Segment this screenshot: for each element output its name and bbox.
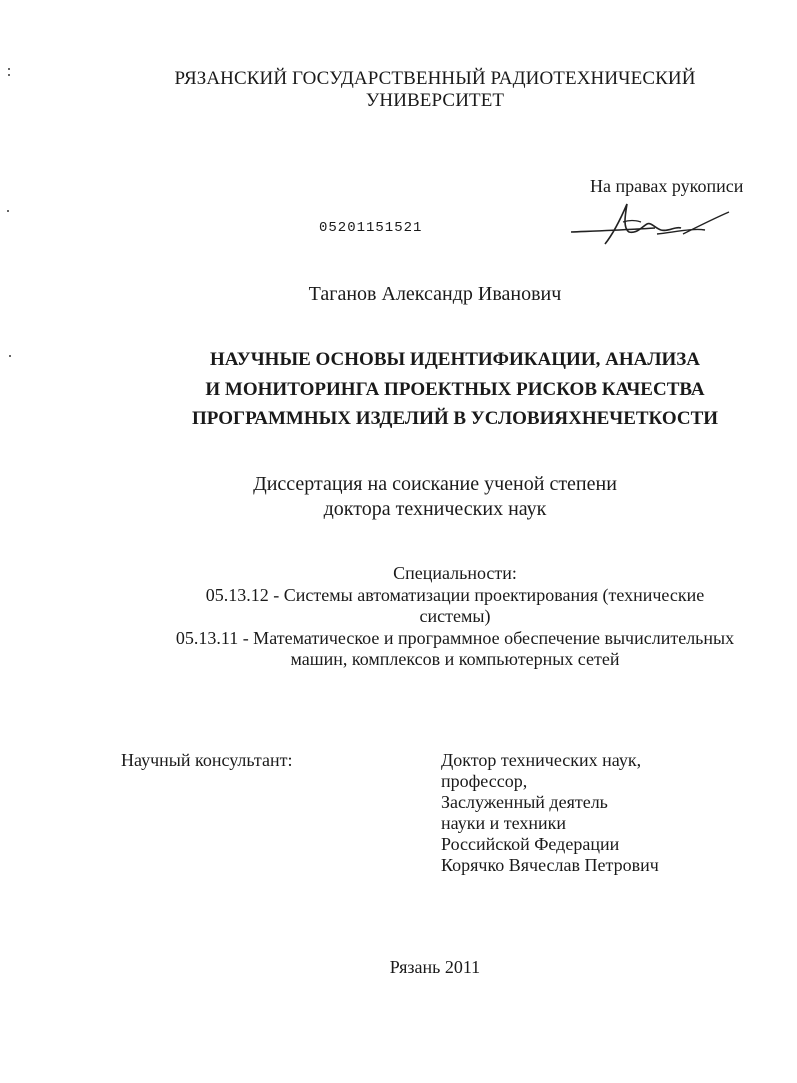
city-year: Рязань 2011 xyxy=(389,957,481,977)
specialty-2-line-2: машин, комплексов и компьютерных сетей xyxy=(290,649,620,669)
scan-mark xyxy=(8,74,10,76)
consultant-line: профессор, xyxy=(441,771,528,791)
university-header xyxy=(0,68,797,112)
consultant-line: науки и техники xyxy=(441,813,566,833)
scan-mark xyxy=(9,355,11,357)
specialty-2-line-1: 05.13.11 - Математическое и программное обеспечение вычислительных xyxy=(175,627,735,648)
title-line-1: НАУЧНЫЕ ОСНОВЫ ИДЕНТИФИКАЦИИ, АНАЛИЗА xyxy=(209,349,701,370)
degree-statement xyxy=(0,472,797,522)
university-line-1: РЯЗАНСКИЙ ГОСУДАРСТВЕННЫЙ РАДИОТЕХНИЧЕСКИЙ xyxy=(174,68,696,89)
degree-line-2: доктора технических наук xyxy=(323,498,547,520)
catalog-code: 05201151521 xyxy=(319,220,423,236)
consultant-info xyxy=(441,750,659,876)
consultant-line: Заслуженный деятель xyxy=(441,792,608,812)
title-line-2: И МОНИТОРИНГА ПРОЕКТНЫХ РИСКОВ КАЧЕСТВА xyxy=(205,378,705,400)
specialties-block xyxy=(0,563,797,671)
degree-line-1: Диссертация на соискание ученой степени xyxy=(253,473,617,495)
specialties-heading: Специальности: xyxy=(393,563,517,583)
consultant-name: Корячко Вячеслав Петрович xyxy=(441,855,659,875)
scan-mark xyxy=(8,68,10,70)
signature-image xyxy=(565,198,735,250)
specialty-1-line-1: 05.13.12 - Системы автоматизации проектирования (технические xyxy=(205,584,705,605)
title-line-3: ПРОГРАММНЫХ ИЗДЕЛИЙ В УСЛОВИЯХНЕЧЕТКОСТИ xyxy=(191,408,719,429)
specialty-1-line-2: системы) xyxy=(419,606,491,626)
university-line-2: УНИВЕРСИТЕТ xyxy=(365,90,505,111)
consultant-line: Российской Федерации xyxy=(441,834,620,854)
author-name: Таганов Александр Иванович xyxy=(308,283,562,305)
consultant-line: Доктор технических наук, xyxy=(441,750,642,770)
manuscript-rights: На правах рукописи xyxy=(590,176,744,196)
consultant-label: Научный консультант: xyxy=(121,750,293,770)
dissertation-title xyxy=(0,345,797,434)
scan-mark xyxy=(7,210,9,212)
